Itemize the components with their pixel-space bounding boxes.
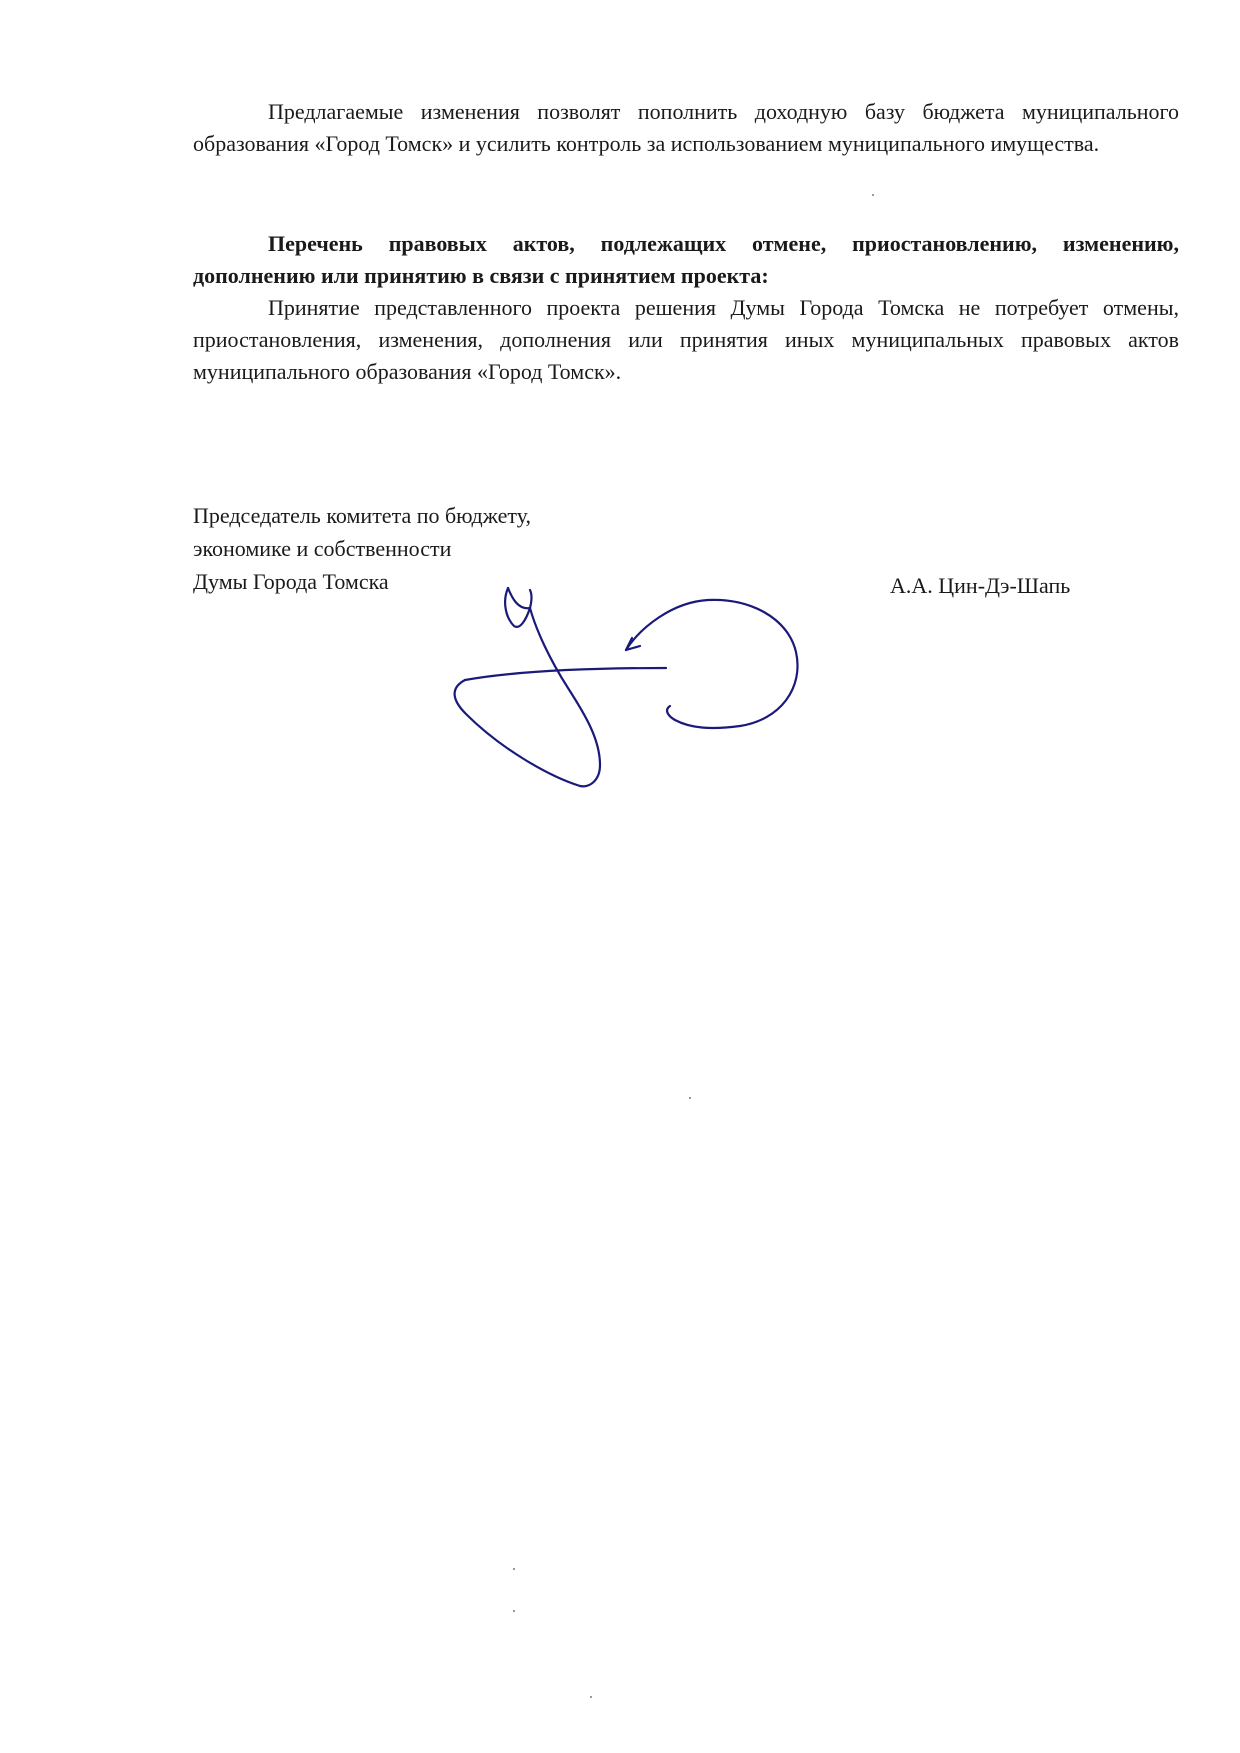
paragraph-legal-acts: Принятие представленного проекта решения Думы Города Томска не потребует отмены, приостановления, изменения, дополнения или принятия иных муниципальных правовых актов муниципального образования «Город Томск». [193,295,1179,384]
heading-legal-acts: Перечень правовых актов, подлежащих отмене, приостановлению, изменению, дополнению или принятию в связи с принятием проекта: [193,231,1179,288]
signatory-title-line-1: Председатель комитета по бюджету, [193,503,531,528]
scan-speck [513,1610,515,1612]
scan-speck [590,1696,592,1698]
scan-speck [513,1568,515,1570]
handwritten-signature-icon [440,580,860,820]
scan-speck [872,194,874,196]
signatory-title-line-3: Думы Города Томска [193,569,389,594]
paragraph-income-base: Предлагаемые изменения позволят пополнить доходную базу бюджета муниципального образования «Город Томск» и усилить контроль за использованием муниципального имущества. [193,99,1179,156]
scan-speck [689,1097,691,1099]
signatory-name: А.А. Цин-Дэ-Шапь [890,573,1071,598]
signatory-title-line-2: экономике и собственности [193,536,452,561]
